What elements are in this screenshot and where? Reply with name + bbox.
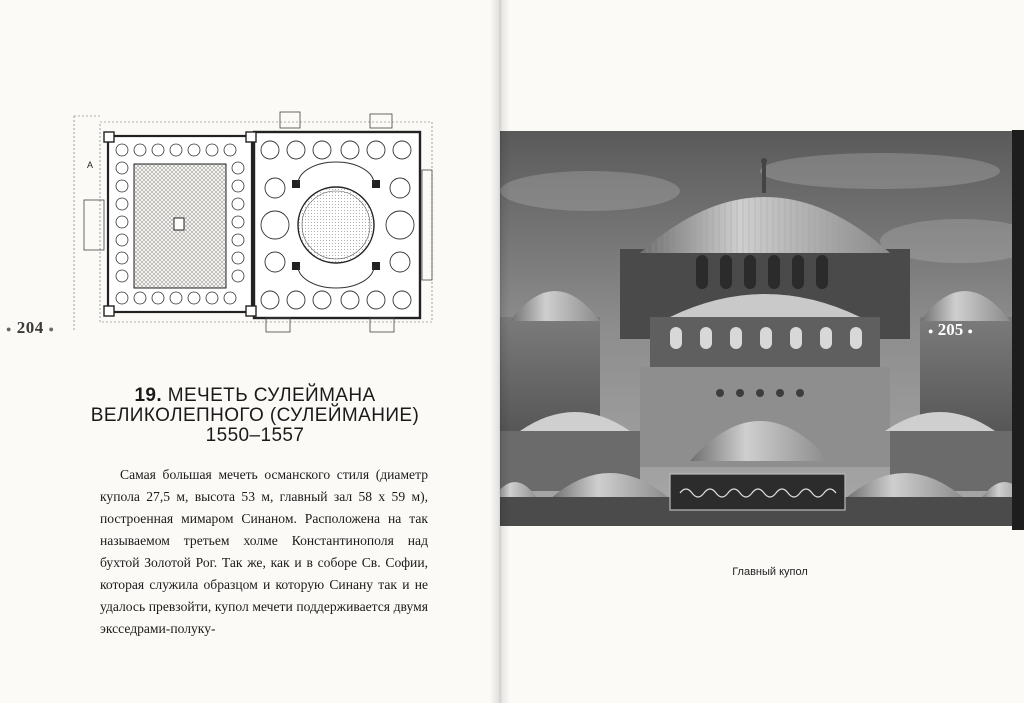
left-page — [0, 0, 500, 703]
chapter-title — [90, 386, 420, 446]
title-line-2: ВЕЛИКОЛЕПНОГО (СУЛЕЙМАНИЕ) — [90, 405, 420, 426]
photo-caption: Главный купол — [732, 566, 808, 578]
page-number-left — [6, 318, 54, 338]
page-number-left-value: 204 — [16, 318, 44, 337]
title-dates: 1550–1557 — [205, 425, 305, 446]
mosque-floor-plan — [70, 110, 438, 342]
plan-label-a: A — [87, 160, 94, 170]
page-number-right — [928, 320, 973, 340]
title-line-1: МЕЧЕТЬ СУЛЕЙМАНА — [167, 385, 376, 406]
dot-icon: ● — [967, 326, 973, 337]
right-page — [500, 0, 1024, 703]
title-number: 19. — [134, 385, 163, 406]
dot-icon: ● — [6, 324, 12, 335]
dot-icon: ● — [48, 324, 55, 335]
dot-icon: ● — [928, 326, 934, 337]
page-edge — [1012, 130, 1024, 530]
body-text — [100, 464, 428, 640]
page-number-right-value: 205 — [937, 320, 964, 339]
body-paragraph: Самая большая мечеть османского стиля (диаметр купола 27,5 м, высота 53 м, главный зал 58 х 59 м), построенная мимаром Синаном. Расположена на так называемом третьем холме Константинополя над бухтой Золотой Рог. Так же, как и в соборе Св. Софии, которая служила образцом и которую Синану так и не удалось превзойти, купол мечети поддерживается двумя эксседрами-полуку- — [100, 467, 428, 636]
